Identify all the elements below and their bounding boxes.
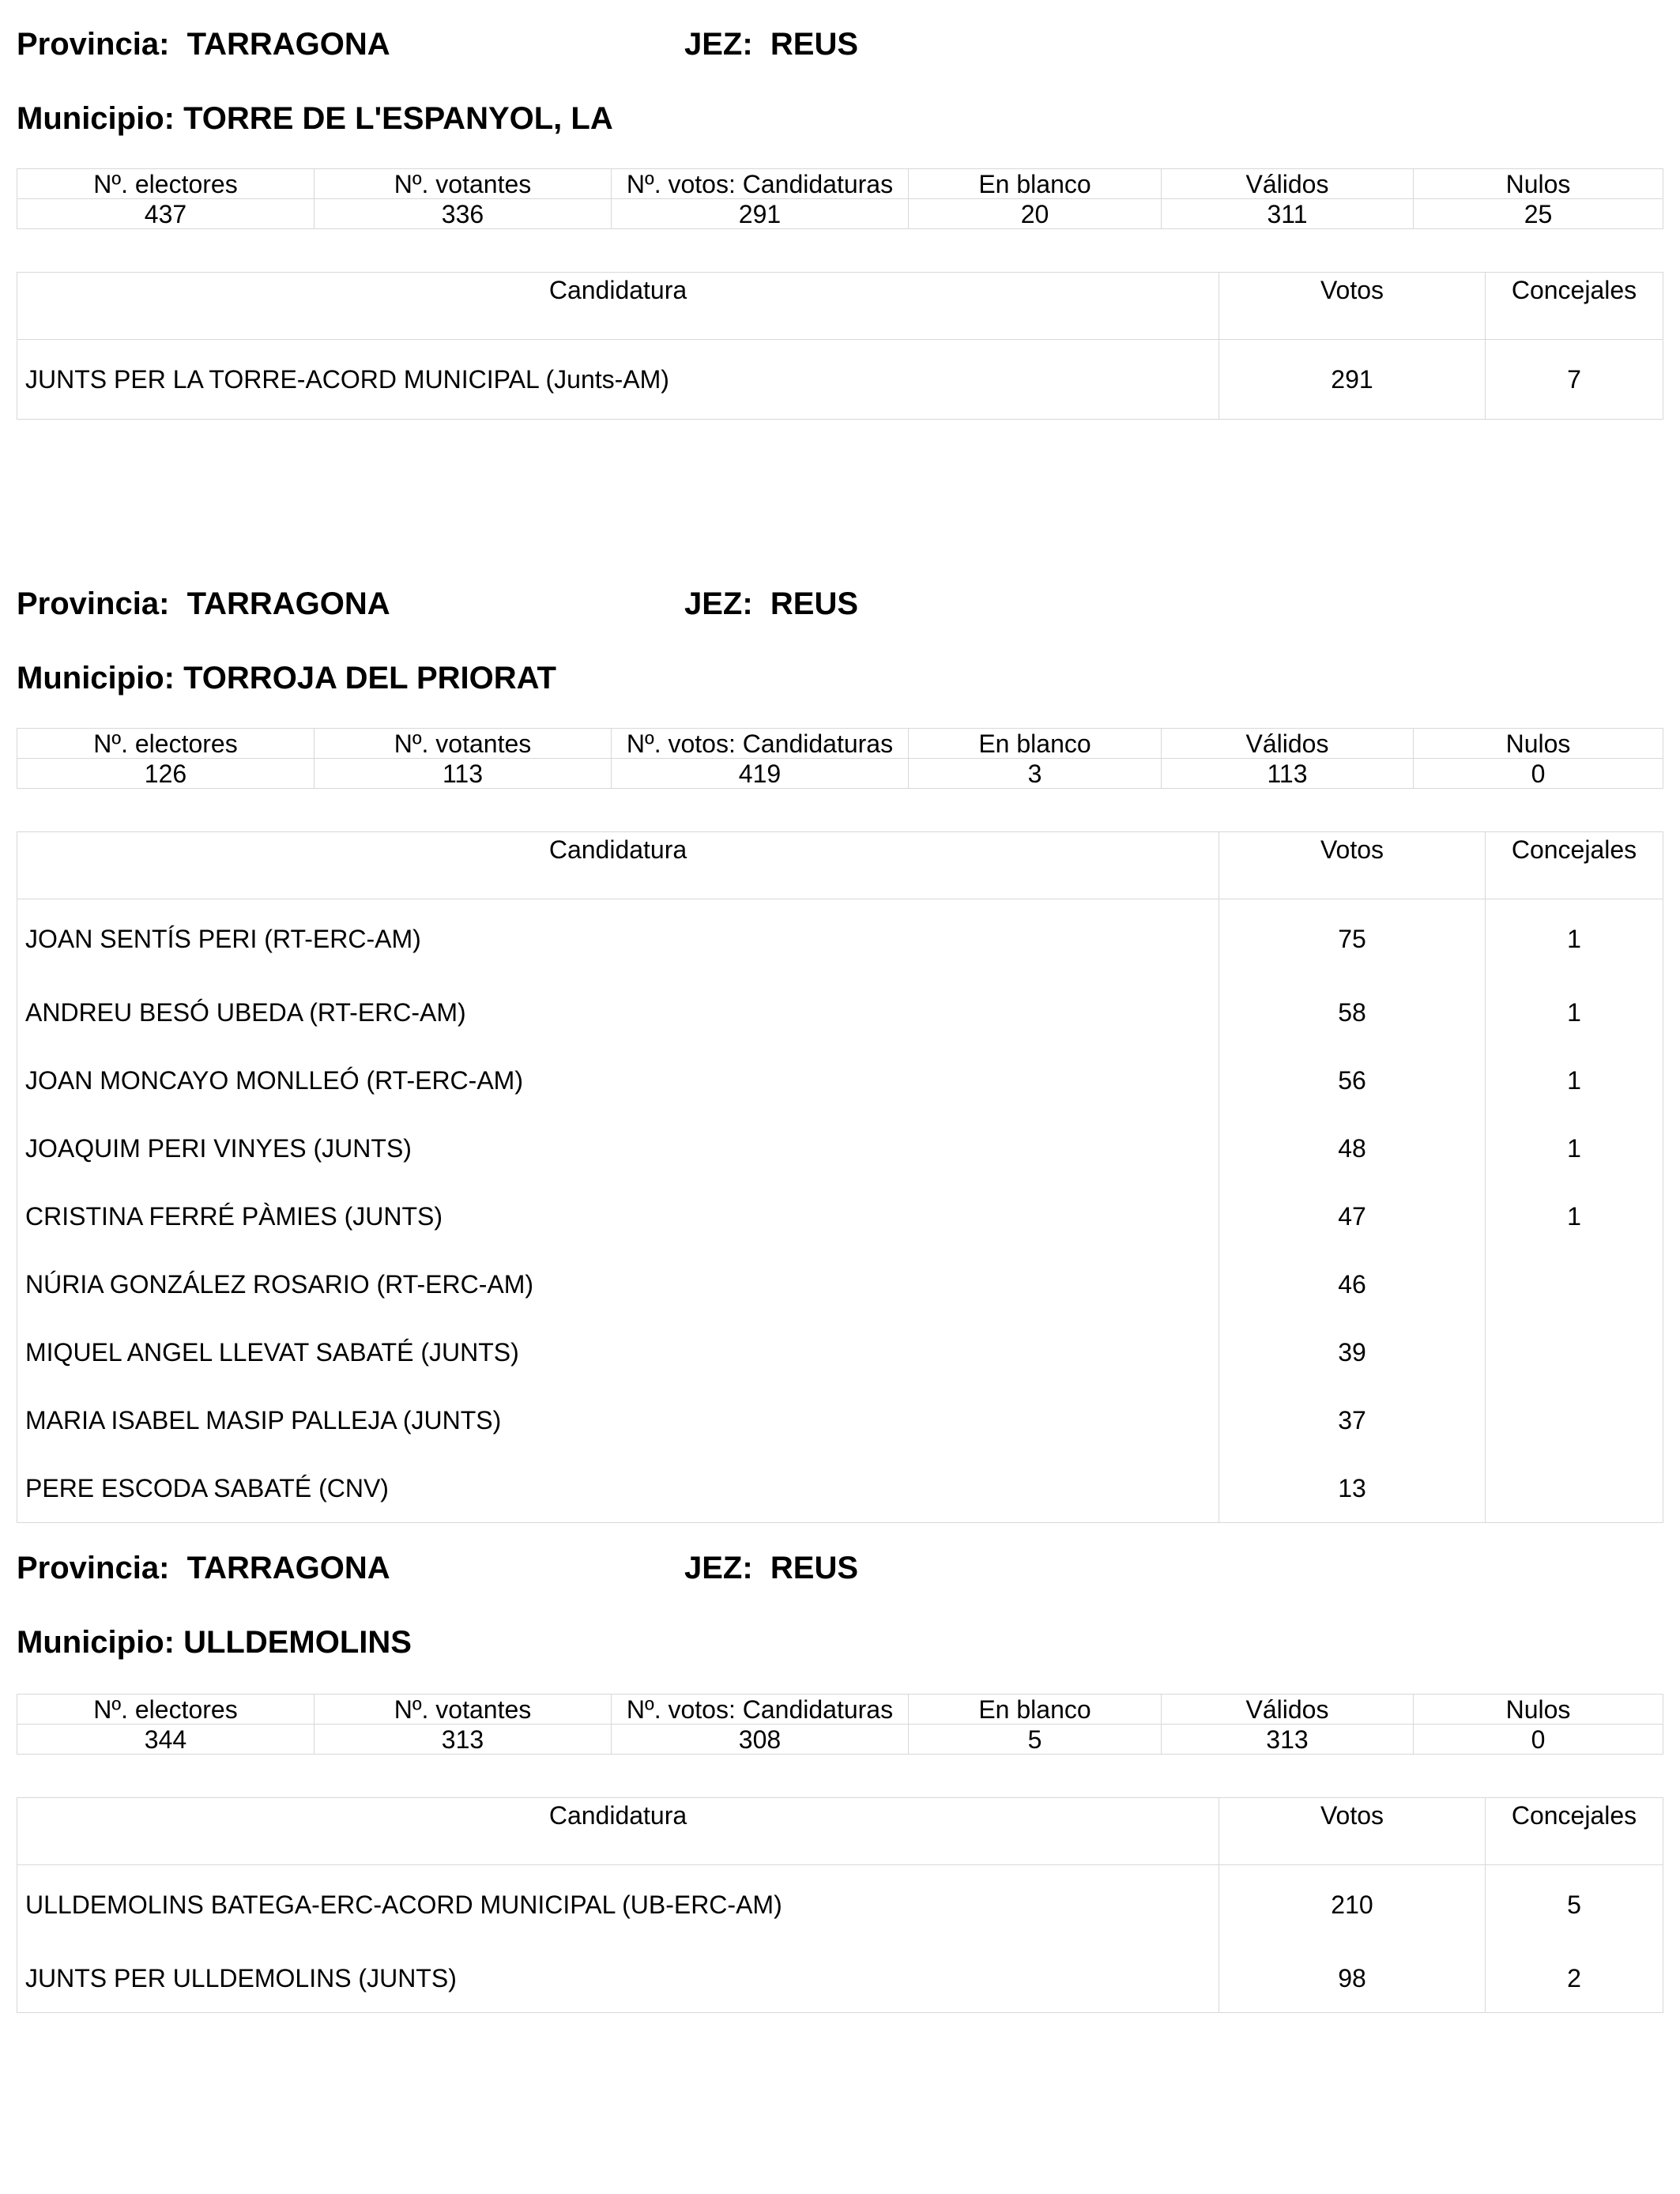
- candidate-name: JOAN MONCAYO MONLLEÓ (RT-ERC-AM): [17, 1046, 1219, 1114]
- candidate-row: [17, 899, 1663, 979]
- candidate-row: [17, 1318, 1663, 1386]
- votos-header: Votos: [1219, 273, 1486, 340]
- stats-header-row: [17, 1695, 1663, 1725]
- candidate-row: [17, 1865, 1663, 1945]
- stats-header: Nº. votos: Candidaturas: [612, 169, 909, 199]
- candidate-concejales: 1: [1486, 1182, 1663, 1250]
- stats-value: 308: [612, 1725, 909, 1755]
- candidate-name: JOAQUIM PERI VINYES (JUNTS): [17, 1114, 1219, 1182]
- candidate-name: MARIA ISABEL MASIP PALLEJA (JUNTS): [17, 1386, 1219, 1454]
- jez-heading: JEZ: REUS: [684, 586, 859, 621]
- stats-header: Nº. votos: Candidaturas: [612, 729, 909, 759]
- candidate-name: JOAN SENTÍS PERI (RT-ERC-AM): [17, 899, 1219, 979]
- candidate-concejales: 1: [1486, 899, 1663, 979]
- candidate-votos: 98: [1219, 1944, 1486, 2013]
- stats-value: 311: [1162, 199, 1414, 229]
- stats-table: [17, 728, 1663, 789]
- candidatura-header: Candidatura: [17, 832, 1219, 899]
- stats-value: 0: [1414, 1725, 1663, 1755]
- stats-header: Nulos: [1414, 169, 1663, 199]
- stats-value: 20: [909, 199, 1162, 229]
- candidate-row: [17, 1944, 1663, 2013]
- candidate-votos: 47: [1219, 1182, 1486, 1250]
- stats-header: Nº. votantes: [315, 729, 612, 759]
- stats-value: 113: [1162, 759, 1414, 789]
- candidate-votos: 48: [1219, 1114, 1486, 1182]
- stats-header: Nº. electores: [17, 169, 315, 199]
- jez-heading: JEZ: REUS: [684, 27, 859, 62]
- candidate-concejales: 1: [1486, 978, 1663, 1046]
- candidates-table: [17, 272, 1663, 420]
- stats-header: Nº. electores: [17, 729, 315, 759]
- stats-value: 419: [612, 759, 909, 789]
- candidates-header-row: [17, 1798, 1663, 1865]
- candidate-name: ANDREU BESÓ UBEDA (RT-ERC-AM): [17, 978, 1219, 1046]
- stats-value: 291: [612, 199, 909, 229]
- stats-header: En blanco: [909, 1695, 1162, 1725]
- stats-table: [17, 1694, 1663, 1755]
- stats-value-row: [17, 759, 1663, 789]
- candidate-name: NÚRIA GONZÁLEZ ROSARIO (RT-ERC-AM): [17, 1250, 1219, 1318]
- stats-value: 437: [17, 199, 315, 229]
- candidate-concejales: [1486, 1454, 1663, 1523]
- stats-value: 5: [909, 1725, 1162, 1755]
- stats-value: 3: [909, 759, 1162, 789]
- municipio-heading: Municipio: TORROJA DEL PRIORAT: [17, 661, 556, 696]
- candidate-name: MIQUEL ANGEL LLEVAT SABATÉ (JUNTS): [17, 1318, 1219, 1386]
- stats-value-row: [17, 1725, 1663, 1755]
- provincia-heading: Provincia: TARRAGONA: [17, 27, 390, 62]
- candidate-votos: 13: [1219, 1454, 1486, 1523]
- votos-header: Votos: [1219, 1798, 1486, 1865]
- candidate-concejales: 2: [1486, 1944, 1663, 2013]
- candidate-row: [17, 340, 1663, 420]
- stats-header: Nulos: [1414, 729, 1663, 759]
- candidate-name: ULLDEMOLINS BATEGA-ERC-ACORD MUNICIPAL (UB-ERC-AM): [17, 1865, 1219, 1945]
- candidate-votos: 37: [1219, 1386, 1486, 1454]
- stats-header: En blanco: [909, 169, 1162, 199]
- stats-header: Válidos: [1162, 169, 1414, 199]
- candidate-row: [17, 1182, 1663, 1250]
- stats-value: 344: [17, 1725, 315, 1755]
- provincia-heading: Provincia: TARRAGONA: [17, 586, 390, 621]
- candidate-votos: 210: [1219, 1865, 1486, 1945]
- candidate-row: [17, 1454, 1663, 1523]
- candidate-votos: 56: [1219, 1046, 1486, 1114]
- concejales-header: Concejales: [1486, 832, 1663, 899]
- candidate-row: [17, 1250, 1663, 1318]
- municipio-heading: Municipio: TORRE DE L'ESPANYOL, LA: [17, 101, 613, 136]
- candidate-concejales: [1486, 1250, 1663, 1318]
- candidatura-header: Candidatura: [17, 1798, 1219, 1865]
- stats-value: 336: [315, 199, 612, 229]
- stats-header: Nº. electores: [17, 1695, 315, 1725]
- candidate-name: JUNTS PER ULLDEMOLINS (JUNTS): [17, 1944, 1219, 2013]
- stats-value: 113: [315, 759, 612, 789]
- candidates-table: [17, 831, 1663, 1523]
- candidate-name: CRISTINA FERRÉ PÀMIES (JUNTS): [17, 1182, 1219, 1250]
- candidate-name: PERE ESCODA SABATÉ (CNV): [17, 1454, 1219, 1523]
- candidate-row: [17, 1114, 1663, 1182]
- candidate-votos: 58: [1219, 978, 1486, 1046]
- candidate-row: [17, 1046, 1663, 1114]
- candidate-votos: 39: [1219, 1318, 1486, 1386]
- stats-value: 313: [315, 1725, 612, 1755]
- candidate-votos: 75: [1219, 899, 1486, 979]
- candidate-votos: 291: [1219, 340, 1486, 420]
- candidate-row: [17, 978, 1663, 1046]
- stats-table: [17, 168, 1663, 229]
- stats-header: Válidos: [1162, 729, 1414, 759]
- candidates-header-row: [17, 273, 1663, 340]
- stats-header: En blanco: [909, 729, 1162, 759]
- candidate-concejales: [1486, 1318, 1663, 1386]
- concejales-header: Concejales: [1486, 273, 1663, 340]
- stats-value: 313: [1162, 1725, 1414, 1755]
- candidate-concejales: 7: [1486, 340, 1663, 420]
- municipio-heading: Municipio: ULLDEMOLINS: [17, 1625, 412, 1660]
- stats-value: 0: [1414, 759, 1663, 789]
- stats-value: 126: [17, 759, 315, 789]
- candidate-concejales: 1: [1486, 1046, 1663, 1114]
- candidate-name: JUNTS PER LA TORRE-ACORD MUNICIPAL (Junts-AM): [17, 340, 1219, 420]
- candidate-concejales: 5: [1486, 1865, 1663, 1945]
- stats-header: Nº. votos: Candidaturas: [612, 1695, 909, 1725]
- candidates-header-row: [17, 832, 1663, 899]
- votos-header: Votos: [1219, 832, 1486, 899]
- stats-header-row: [17, 169, 1663, 199]
- candidate-concejales: 1: [1486, 1114, 1663, 1182]
- jez-heading: JEZ: REUS: [684, 1551, 859, 1585]
- candidate-votos: 46: [1219, 1250, 1486, 1318]
- stats-header-row: [17, 729, 1663, 759]
- stats-header: Nº. votantes: [315, 169, 612, 199]
- candidate-concejales: [1486, 1386, 1663, 1454]
- stats-header: Nº. votantes: [315, 1695, 612, 1725]
- candidate-row: [17, 1386, 1663, 1454]
- concejales-header: Concejales: [1486, 1798, 1663, 1865]
- stats-header: Válidos: [1162, 1695, 1414, 1725]
- provincia-heading: Provincia: TARRAGONA: [17, 1551, 390, 1585]
- stats-value-row: [17, 199, 1663, 229]
- stats-value: 25: [1414, 199, 1663, 229]
- candidates-table: [17, 1797, 1663, 2013]
- stats-header: Nulos: [1414, 1695, 1663, 1725]
- candidatura-header: Candidatura: [17, 273, 1219, 340]
